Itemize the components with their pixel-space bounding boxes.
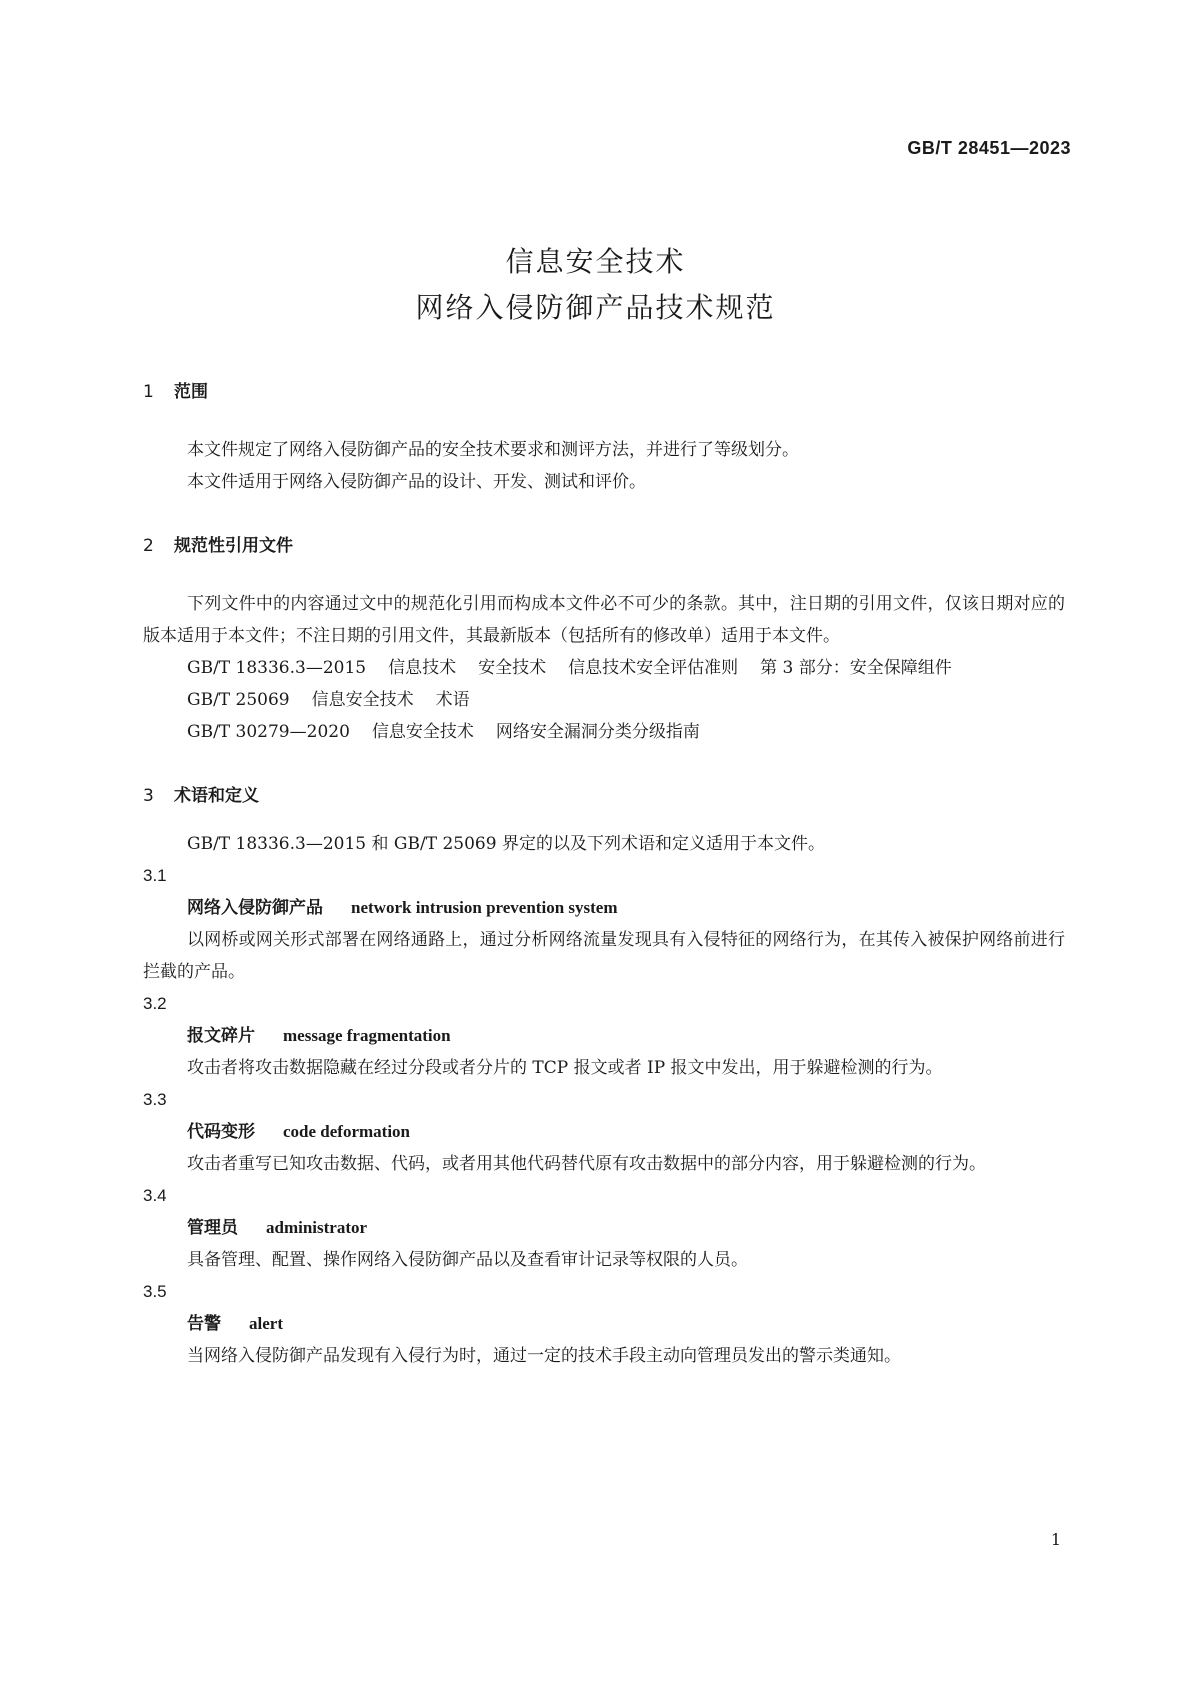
- term-english: alert: [249, 1314, 283, 1333]
- reference-code: GB/T 18336.3—2015: [187, 658, 367, 678]
- reference-part: 信息安全技术: [371, 722, 474, 742]
- term-definition: 攻击者重写已知攻击数据、代码，或者用其他代码替代原有攻击数据中的部分内容，用于躲避检测的行为。: [187, 1154, 986, 1174]
- reference-part: 术语: [435, 690, 470, 710]
- reference-item: [143, 684, 1065, 716]
- section-title: 术语和定义: [174, 786, 259, 806]
- term-number: 3.1: [143, 866, 167, 885]
- reference-part: 信息安全技术: [311, 690, 414, 710]
- reference-code: GB/T 25069: [187, 690, 290, 710]
- term-heading: [143, 892, 1065, 924]
- term-chinese: 告警: [187, 1314, 221, 1334]
- section-heading-terms-definitions: [143, 784, 1065, 808]
- reference-part: 第 3 部分：安全保障组件: [760, 658, 952, 678]
- reference-part: 安全技术: [478, 658, 547, 678]
- reference-part: 网络安全漏洞分类分级指南: [495, 722, 700, 742]
- term-heading: [143, 1308, 1065, 1340]
- term-definition: 以网桥或网关形式部署在网络通路上，通过分析网络流量发现具有入侵特征的网络行为，在其传入被保护网络前进行拦截的产品。: [143, 930, 1065, 982]
- paragraph: GB/T 18336.3—2015 和 GB/T 25069 界定的以及下列术语和定义适用于本文件。: [187, 834, 825, 854]
- term-heading: [143, 1212, 1065, 1244]
- term-number: 3.2: [143, 994, 167, 1013]
- section-number: 2: [143, 536, 154, 556]
- term-chinese: 报文碎片: [187, 1026, 255, 1046]
- term-english: administrator: [266, 1218, 368, 1237]
- paragraph: 下列文件中的内容通过文中的规范化引用而构成本文件必不可少的条款。其中，注日期的引用文件，仅该日期对应的版本适用于本文件；不注日期的引用文件，其最新版本（包括所有的修改单）适用于本文件。: [143, 594, 1065, 646]
- term-heading: [143, 1116, 1065, 1148]
- reference-item: [143, 652, 1065, 684]
- term-heading: [143, 1020, 1065, 1052]
- page-number: 1: [1050, 1530, 1061, 1549]
- document-body: [143, 380, 1065, 1372]
- term-number: 3.4: [143, 1186, 167, 1205]
- term-definition: 当网络入侵防御产品发现有入侵行为时，通过一定的技术手段主动向管理员发出的警示类通知。: [187, 1346, 901, 1366]
- section-title: 规范性引用文件: [174, 536, 293, 556]
- term-number: 3.3: [143, 1090, 167, 1109]
- reference-part: 信息技术: [388, 658, 457, 678]
- term-english: message fragmentation: [283, 1026, 451, 1045]
- reference-code: GB/T 30279—2020: [187, 722, 350, 742]
- section-number: 3: [143, 786, 154, 806]
- term-number: 3.5: [143, 1282, 167, 1301]
- paragraph: 本文件适用于网络入侵防御产品的设计、开发、测试和评价。: [187, 472, 646, 492]
- paragraph: 本文件规定了网络入侵防御产品的安全技术要求和测评方法，并进行了等级划分。: [187, 440, 799, 460]
- term-chinese: 管理员: [187, 1218, 238, 1238]
- term-chinese: 网络入侵防御产品: [187, 898, 323, 918]
- section-number: 1: [143, 382, 154, 402]
- document-title-line2: 网络入侵防御产品技术规范: [415, 291, 776, 324]
- term-definition: 攻击者将攻击数据隐藏在经过分段或者分片的 TCP 报文或者 IP 报文中发出，用于躲避检测的行为。: [187, 1058, 943, 1078]
- reference-part: 信息技术安全评估准则: [568, 658, 739, 678]
- term-english: code deformation: [283, 1122, 411, 1141]
- section-heading-scope: [143, 380, 1065, 404]
- document-title-line1: 信息安全技术: [505, 245, 686, 278]
- section-title: 范围: [174, 382, 208, 402]
- standard-number: GB/T 28451—2023: [907, 138, 1071, 158]
- term-definition: 具备管理、配置、操作网络入侵防御产品以及查看审计记录等权限的人员。: [187, 1250, 748, 1270]
- reference-item: [143, 716, 1065, 748]
- section-heading-normative-references: [143, 534, 1065, 558]
- term-chinese: 代码变形: [187, 1122, 255, 1142]
- term-english: network intrusion prevention system: [351, 898, 618, 917]
